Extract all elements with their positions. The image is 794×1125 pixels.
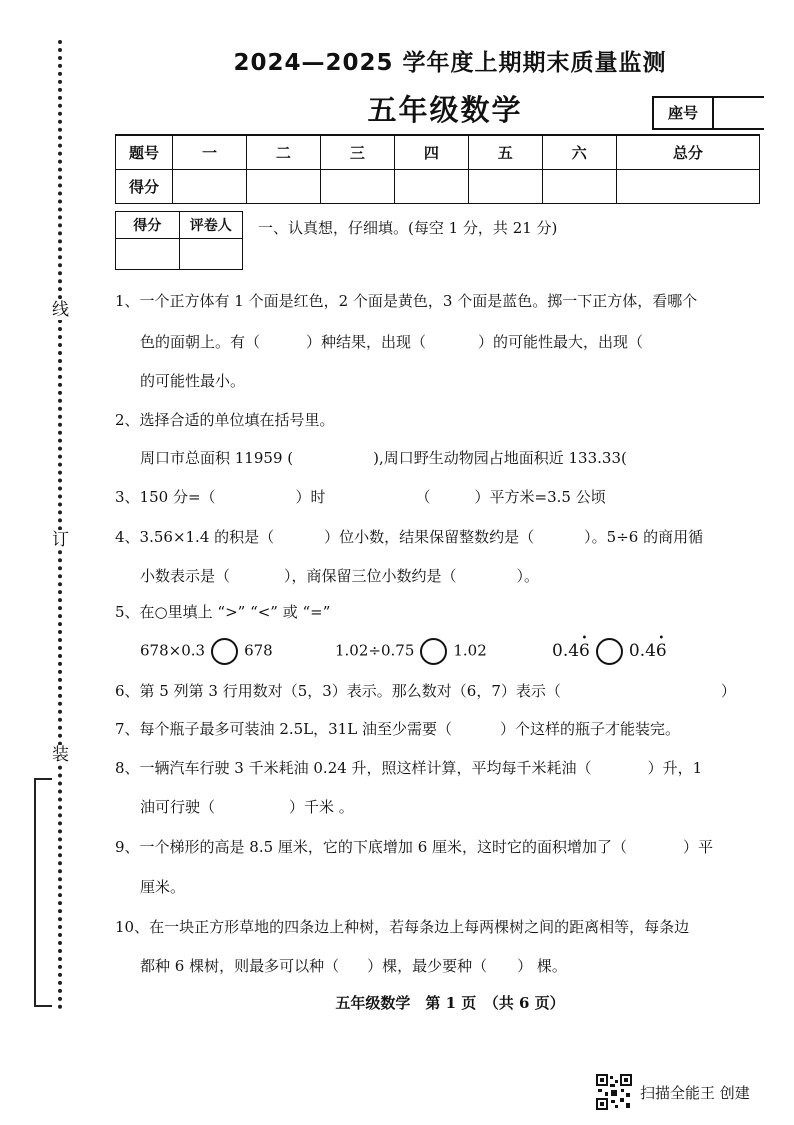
section-heading: 一、认真想，仔细填。(每空 1 分，共 21 分) [258, 219, 558, 237]
exam-title: 2024—2025 学年度上期期末质量监测 [233, 50, 667, 76]
q2-line-2 [140, 447, 627, 468]
score-input-cell[interactable] [542, 170, 616, 204]
q1-line-2 [140, 331, 643, 352]
q4-text: 小数表示是（ [140, 567, 231, 585]
q7-text: 7、每个瓶子最多可装油 2.5L，31L 油至少需要（ [115, 720, 452, 738]
score-input-cell[interactable] [320, 170, 394, 204]
q7-line [115, 718, 680, 739]
q8-text: 8、一辆汽车行驶 3 千米耗油 0.24 升，照这样计算，平均每千米耗油（ [115, 759, 592, 777]
q7-text: ）个这样的瓶子才能装完。 [499, 720, 680, 738]
q10-line-1: 10、在一块正方形草地的四条边上种树，若每条边上每两棵树之间的距离相等，每条边 [115, 918, 690, 936]
q5-compare-2 [335, 638, 487, 665]
q10-text: ）棵，最少要种（ [367, 957, 488, 975]
q9-line-2: 厘米。 [140, 878, 186, 896]
binding-dotted-line [58, 40, 62, 1010]
digit: 6 [579, 641, 590, 661]
q4-text: ），商保留三位小数约是（ [284, 567, 457, 585]
score-input-cell[interactable] [616, 170, 759, 204]
seat-number-label: 座号 [654, 98, 714, 128]
repeat-dot: • [581, 633, 588, 644]
grader-score-input[interactable] [116, 239, 180, 270]
q1-text: ）的可能性最大，出现（ [478, 333, 644, 351]
q4-text: ）。 [516, 567, 540, 585]
q4-text: ）。5÷6 的商用循 [584, 528, 704, 546]
q4-line-1 [115, 526, 703, 547]
binding-label-zhuang: 装 [52, 745, 69, 765]
q1-text: ）种结果，出现（ [306, 333, 427, 351]
q1-line-1: 1、一个正方体有 1 个面是红色，2 个面是黄色，3 个面是蓝色。掷一下正方体，看哪个 [115, 292, 698, 310]
q4-text: 4、3.56×1.4 的积是（ [115, 528, 275, 546]
binding-label-xian: 线 [52, 300, 69, 320]
q5-left-expr: 678×0.3 [140, 641, 206, 660]
score-cell: 六 [542, 135, 616, 170]
grader-table [115, 211, 243, 270]
q1-line-3: 的可能性最小。 [140, 372, 246, 390]
grader-name-label: 评卷人 [179, 212, 243, 239]
q6-text: 6、第 5 列第 3 行用数对（5，3）表示。那么数对（6，7）表示（ [115, 682, 561, 700]
score-input-cell[interactable] [246, 170, 320, 204]
score-cell: 四 [394, 135, 468, 170]
score-cell: 一 [173, 135, 247, 170]
score-table-header-row [116, 135, 760, 170]
q10-text: ） 棵。 [517, 957, 567, 975]
q5-compare-1 [140, 638, 273, 665]
binding-bracket [34, 778, 52, 1007]
score-cell: 题号 [116, 135, 173, 170]
q5-left-expr: 1.02÷0.75 [335, 641, 415, 660]
q4-text: ）位小数，结果保留整数约是（ [324, 528, 535, 546]
q5-right-expr: 678 [244, 641, 273, 660]
q5-line-1: 5、在○里填上 “>” “<” 或 “=” [115, 603, 331, 621]
seat-number-box[interactable] [652, 96, 764, 130]
q3-text: 3、150 分=（ [115, 488, 216, 506]
score-table-score-row [116, 170, 760, 204]
grader-name-input[interactable] [179, 239, 243, 270]
repeating-decimal-right [628, 633, 667, 661]
q8-line-2 [140, 796, 354, 817]
scanner-watermark: 扫描全能王 创建 [640, 1084, 750, 1102]
q3-line [115, 486, 606, 507]
q3-text: ）时 [295, 488, 326, 506]
score-input-cell[interactable] [468, 170, 542, 204]
q8-text: ）千米 。 [289, 798, 354, 816]
qr-code-icon [596, 1074, 632, 1110]
score-cell: 二 [246, 135, 320, 170]
decimal-part: 0.4 [628, 641, 656, 661]
q10-line-2 [140, 955, 567, 976]
compare-circle[interactable] [211, 638, 238, 665]
score-cell: 五 [468, 135, 542, 170]
q5-compare-3 [552, 633, 667, 665]
q6-text: ） [720, 682, 736, 700]
compare-circle[interactable] [596, 638, 623, 665]
compare-circle[interactable] [420, 638, 447, 665]
q6-line [115, 680, 736, 701]
score-table [115, 134, 760, 204]
digit: 6 [655, 641, 667, 661]
q9-text: 9、一个梯形的高是 8.5 厘米，它的下底增加 6 厘米，这时它的面积增加了（ [115, 838, 628, 856]
q3-text: （ [415, 488, 431, 506]
q2-line-1: 2、选择合适的单位填在括号里。 [115, 411, 335, 429]
repeat-dot: • [658, 633, 665, 644]
grader-score-label: 得分 [116, 212, 180, 239]
page-footer: 五年级数学 第 1 页 （共 6 页） [335, 994, 565, 1012]
q3-text: ）平方米=3.5 公顷 [474, 488, 606, 506]
repeat-digit [579, 633, 590, 661]
q5-right-expr: 1.02 [453, 641, 487, 660]
q10-text: 都种 6 棵树，则最多可以种（ [140, 957, 340, 975]
binding-label-ding: 订 [52, 530, 69, 550]
decimal-part: 0.4 [552, 641, 580, 661]
q9-text: ）平 [683, 838, 714, 856]
score-input-cell[interactable] [394, 170, 468, 204]
q2-text: 周口市总面积 11959 ( [140, 449, 294, 467]
q4-line-2 [140, 565, 539, 586]
score-cell: 总分 [616, 135, 759, 170]
score-input-cell[interactable] [173, 170, 247, 204]
q2-text: ),周口野生动物园占地面积近 133.33( [373, 449, 627, 467]
repeating-decimal-left [552, 633, 590, 661]
q8-text: ）升，1 [647, 759, 703, 777]
q8-line-1 [115, 757, 702, 778]
q1-text: 色的面朝上。有（ [140, 333, 261, 351]
score-cell: 三 [320, 135, 394, 170]
score-row-label: 得分 [116, 170, 173, 204]
q8-text: 油可行驶（ [140, 798, 216, 816]
q9-line-1 [115, 836, 713, 857]
exam-subtitle: 五年级数学 [367, 93, 523, 127]
repeat-digit [655, 633, 667, 661]
